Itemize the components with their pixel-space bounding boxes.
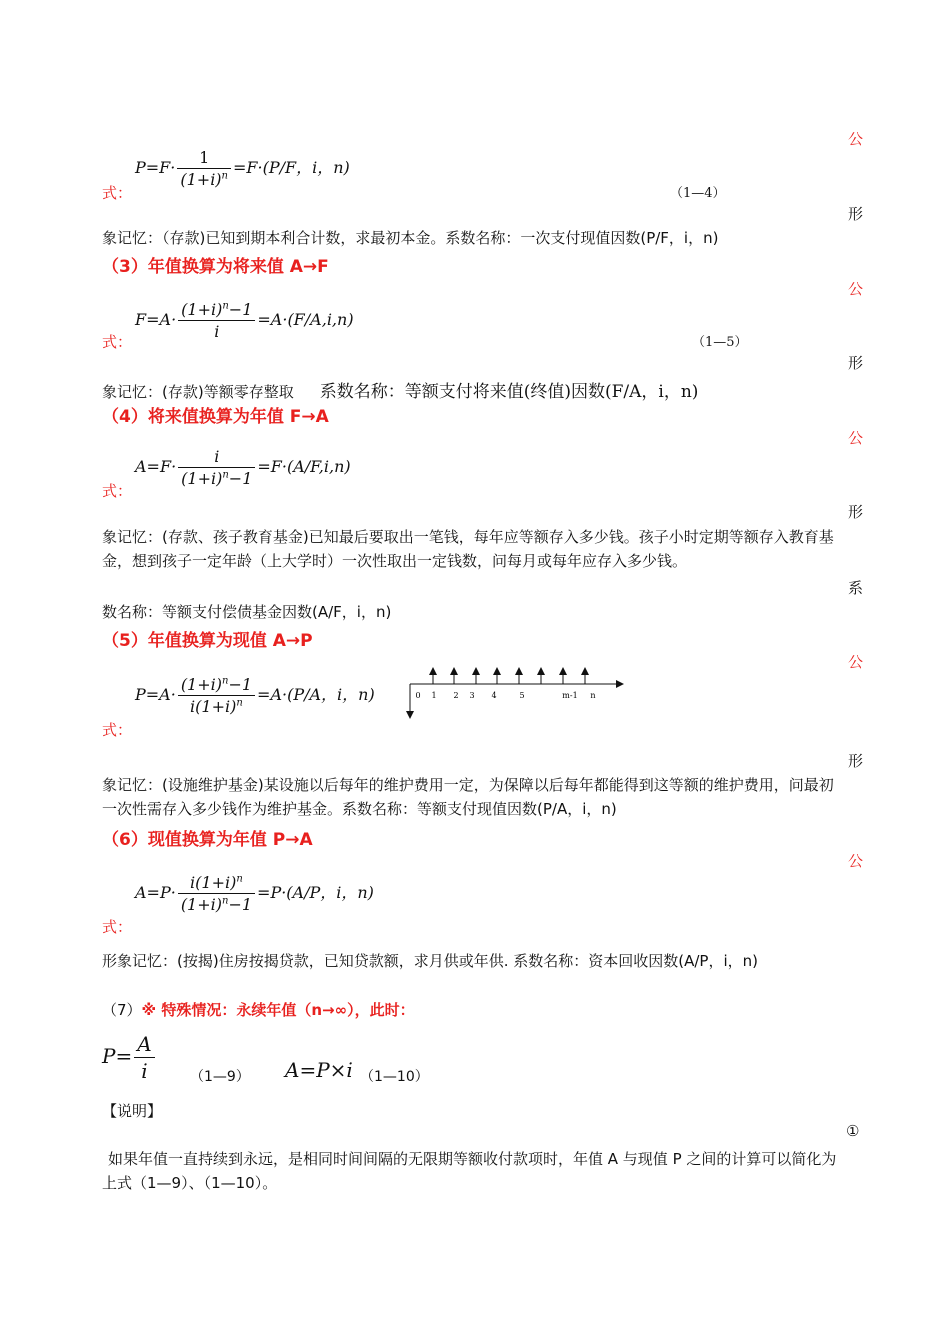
side-char-xing-4: 形 (848, 752, 864, 770)
note-text: 如果年值一直持续到永远，是相同时间间隔的无限期等额收付款项时，年值 A 与现值 P 之间的计算可以简化为上式（1—9）、（1—10）。 (102, 1150, 837, 1192)
side-char-xing-1: 形 (848, 205, 864, 223)
shi-label: 式： (102, 721, 133, 739)
timeline-label: n (590, 691, 596, 700)
formula-fraction: $\frac{1}{(1+i)^n}$ (177, 148, 231, 189)
side-char-circle-1: ① (846, 1122, 860, 1140)
side-char-gong-2: 公 (848, 280, 864, 298)
side-char-gong-4: 公 (848, 653, 864, 671)
formula-lhs: P=F· (135, 158, 176, 177)
formula-1-10: A=P×i (285, 1058, 353, 1082)
equation-number-1-9: （1—9） (190, 1069, 250, 1085)
formula-1-5: F=A· $\frac{(1+i)^n-1}{i}$ =A·(F/A,i,n) (135, 300, 354, 341)
side-char-gong-1: 公 (848, 130, 864, 148)
formula-fraction: $\frac{(1+i)^n-1}{i}$ (178, 300, 255, 341)
equation-number-1-4: （1—4） (670, 186, 726, 201)
shi-label: 式： (102, 918, 133, 936)
section-heading-5: （5）年值换算为现值 A→P (102, 631, 313, 651)
timeline-label: 1 (431, 691, 437, 700)
equation-number-1-10: （1—10） (360, 1069, 429, 1085)
timeline-label: 0 (415, 691, 421, 700)
cash-flow-diagram (400, 665, 630, 725)
timeline-label: 4 (491, 691, 497, 700)
formula-rhs: =F·(P/F，i，n) (233, 158, 350, 177)
timeline-label: 2 (453, 691, 459, 700)
section-heading-6: （6）现值换算为年值 P→A (102, 830, 313, 850)
section-heading-7: （7）※ 特殊情况：永续年值（n→∞），此时： (102, 1001, 415, 1019)
side-char-gong-3: 公 (848, 429, 864, 447)
timeline-up-arrows (433, 671, 585, 684)
formula-fraction: $\frac{(1+i)^n-1}{i(1+i)^n}$ (178, 675, 255, 716)
memo-1-7: 象记忆：(设施维护基金)某设施以后每年的维护费用一定，为保障以后每年都能得到这等额的维护费用，问最初一次性需存入多少钱作为维护基金。系数名称：等额支付现值因数(P/A，i，n) (102, 776, 834, 818)
memo-1-6: 象记忆：(存款、孩子教育基金)已知最后要取出一笔钱，每年应等额存入多少钱。孩子小时定期等额存入教育基金，想到孩子一定年龄（上大学时）一次性取出一定钱数，问每月或每年应存入多少钱。 (102, 528, 834, 570)
section-heading-4: （4）将来值换算为年值 F→A (102, 407, 329, 427)
formula-1-6: A=F· $\frac{i}{(1+i)^n-1}$ =F·(A/F,i,n) (135, 447, 351, 488)
side-char-xi: 系 (848, 579, 864, 597)
formula-1-8: A=P· $\frac{i(1+i)^n}{(1+i)^n-1}$ =P·(A/P，i，n) (135, 873, 374, 914)
timeline-labels (415, 691, 595, 700)
section-heading-3: （3）年值换算为将来值 A→F (102, 257, 329, 277)
shi-label: 式： (102, 184, 133, 202)
timeline-label: 3 (469, 691, 475, 700)
memo-1-5: 象记忆：(存款)等额零存整取 系数名称：等额支付将来值(终值)因数(F/A，i，n) (102, 382, 699, 402)
side-char-gong-5: 公 (848, 852, 864, 870)
formula-1-7: P=A· $\frac{(1+i)^n-1}{i(1+i)^n}$ =A·(P/A，i，n) (135, 675, 375, 716)
formula-fraction: $\frac{i}{(1+i)^n-1}$ (178, 447, 255, 488)
side-char-xing-2: 形 (848, 354, 864, 372)
timeline-label: m-1 (562, 691, 578, 700)
side-char-xing-3: 形 (848, 503, 864, 521)
memo-1-6-coef: 数名称：等额支付偿债基金因数(A/F，i，n) (102, 603, 392, 621)
formula-1-4 (135, 148, 350, 189)
shi-label: 式： (102, 482, 133, 500)
shi-label: 式： (102, 333, 133, 351)
equation-number-1-5: （1—5） (692, 335, 748, 350)
formula-fraction: $\frac{i(1+i)^n}{(1+i)^n-1}$ (178, 873, 255, 914)
formula-1-9: P= $\frac{A}{i}$ (102, 1032, 157, 1083)
memo-1-8: 形象记忆：(按揭)住房按揭贷款，已知贷款额，求月供或年供. 系数名称：资本回收因数(A/P，i，n) (102, 952, 758, 970)
memo-1-4: 象记忆：（存款)已知到期本利合计数，求最初本金。系数名称：一次支付现值因数(P/F，i，n) (102, 229, 719, 247)
formula-fraction: $\frac{A}{i}$ (134, 1032, 154, 1083)
note-title: 【说明】 (102, 1102, 163, 1120)
timeline-label: 5 (519, 691, 525, 700)
